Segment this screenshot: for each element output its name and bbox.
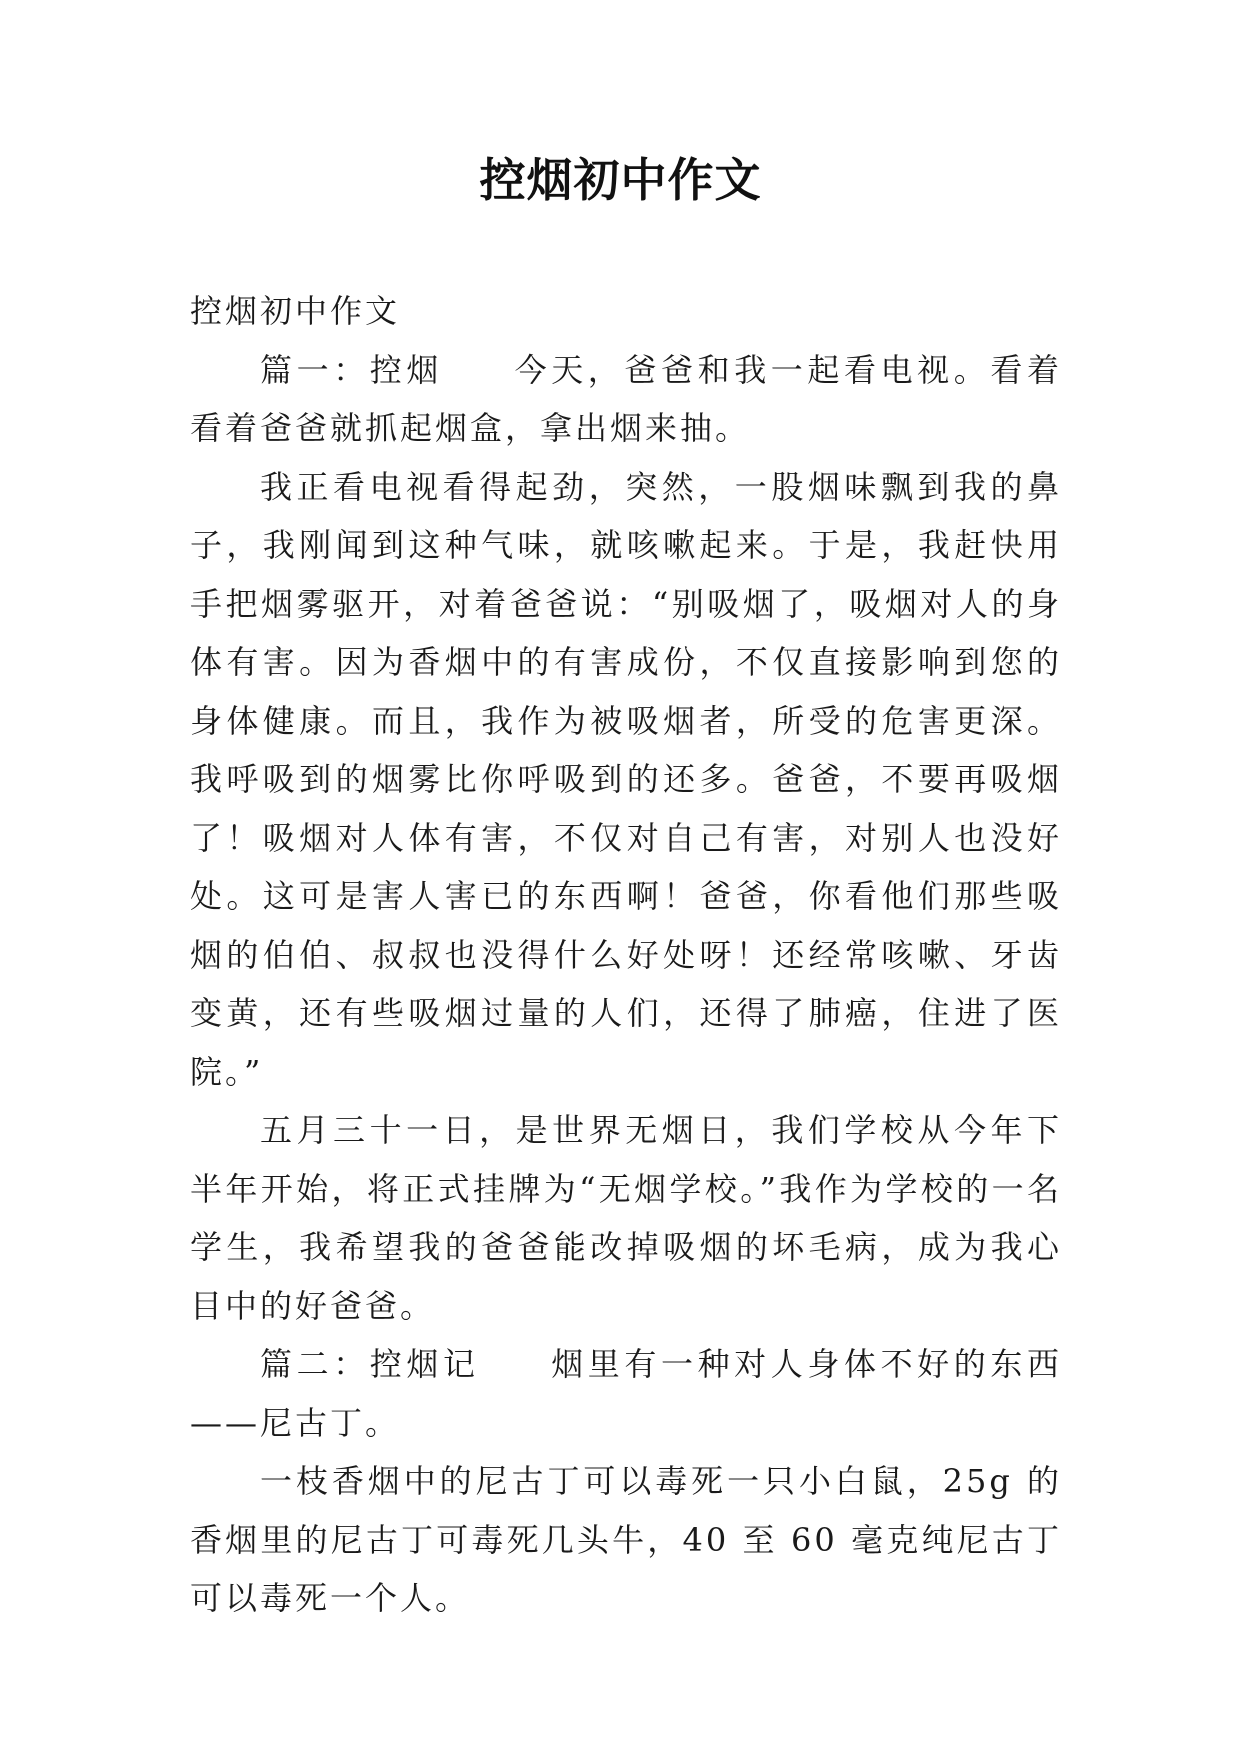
paragraph-1: [190, 341, 1062, 458]
paragraph-4-text: 烟里有一种对人身体不好的东西——尼古丁。: [190, 1345, 1062, 1442]
paragraph-4: [190, 1335, 1062, 1452]
paragraph-2: 我正看电视看得起劲，突然，一股烟味飘到我的鼻子，我刚闻到这种气味，就咳嗽起来。于是，我赶快用手把烟雾驱开，对着爸爸说：“别吸烟了，吸烟对人的身体有害。因为香烟中的有害成份，不仅直接影响到您的身体健康。而且，我作为被吸烟者，所受的危害更深。我呼吸到的烟雾比你呼吸到的还多。爸爸，不要再吸烟了！吸烟对人体有害，不仅对自己有害，对别人也没好处。这可是害人害已的东西啊！爸爸，你看他们那些吸烟的伯伯、叔叔也没得什么好处呀！还经常咳嗽、牙齿变黄，还有些吸烟过量的人们，还得了肺癌，住进了医院。”: [190, 467, 1062, 1091]
section-heading-1: 篇一：控烟: [260, 350, 443, 389]
document-body: [190, 282, 1062, 1628]
document-title: 控烟初中作文: [479, 153, 762, 207]
paragraph-5: 一枝香烟中的尼古丁可以毒死一只小白鼠，25g 的香烟里的尼古丁可毒死几头牛，40 至 60 毫克纯尼古丁可以毒死一个人。: [190, 1462, 1062, 1617]
section-heading-2: 篇二：控烟记: [260, 1345, 480, 1383]
document-subtitle: 控烟初中作文: [190, 292, 401, 330]
paragraph-1-text: 今天，爸爸和我一起看电视。看着看着爸爸就抓起烟盒，拿出烟来抽。: [190, 350, 1062, 447]
paragraph-3: 五月三十一日，是世界无烟日，我们学校从今年下半年开始，将正式挂牌为“无烟学校。”我作为学校的一名学生，我希望我的爸爸能改掉吸烟的坏毛病，成为我心目中的好爸爸。: [190, 1111, 1062, 1325]
